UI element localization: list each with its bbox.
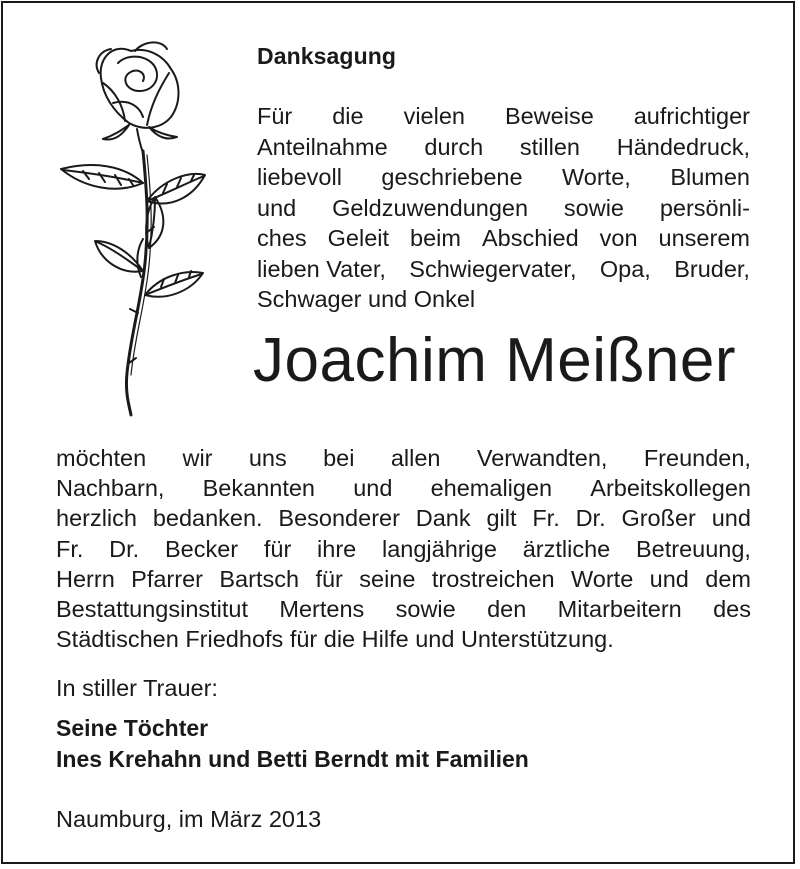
place-date: Naumburg, im März 2013 bbox=[56, 806, 322, 832]
thanks-line: Fr. Dr. Becker für ihre langjährige ärztliche Betreuung, bbox=[56, 535, 751, 562]
intro-line: Anteilnahme durch stillen Händedruck, bbox=[257, 133, 750, 160]
obituary-notice bbox=[1, 1, 795, 864]
heading: Danksagung bbox=[257, 43, 397, 69]
intro-line: Für die vielen Beweise aufrichtiger bbox=[257, 103, 750, 129]
thanks-line: Herrn Pfarrer Bartsch für seine trostreichen Worte und dem bbox=[56, 565, 751, 592]
thanks-line: Bestattungsinstitut Mertens sowie den Mitarbeitern des bbox=[56, 596, 751, 623]
deceased-name: Joachim Meißner bbox=[253, 326, 736, 395]
thanks-line: Nachbarn, Bekannten und ehemaligen Arbeitskollegen bbox=[56, 475, 751, 502]
thanks-text bbox=[56, 443, 751, 654]
intro-line: Schwager und Onkel bbox=[257, 286, 476, 312]
thanks-line: herzlich bedanken. Besonderer Dank gilt Fr. Dr. Großer und bbox=[56, 505, 751, 532]
intro-text bbox=[257, 101, 750, 315]
signatories bbox=[56, 713, 529, 775]
rose-icon bbox=[43, 33, 213, 418]
intro-line: ches Geleit beim Abschied von unserem bbox=[257, 225, 750, 251]
signatories-line-2: Ines Krehahn und Betti Berndt mit Familien bbox=[56, 746, 529, 772]
intro-line: lieben Vater, Schwiegervater, Opa, Bruder, bbox=[257, 255, 750, 282]
thanks-line: Städtischen Friedhofs für die Hilfe und Unterstützung. bbox=[56, 626, 614, 653]
mourning-label: In stiller Trauer: bbox=[56, 675, 218, 701]
intro-line: und Geldzuwendungen sowie persönli- bbox=[257, 194, 750, 221]
signatories-line-1: Seine Töchter bbox=[56, 715, 209, 741]
thanks-line: möchten wir uns bei allen Verwandten, Freunden, bbox=[56, 445, 751, 471]
intro-line: liebevoll geschriebene Worte, Blumen bbox=[257, 164, 750, 190]
